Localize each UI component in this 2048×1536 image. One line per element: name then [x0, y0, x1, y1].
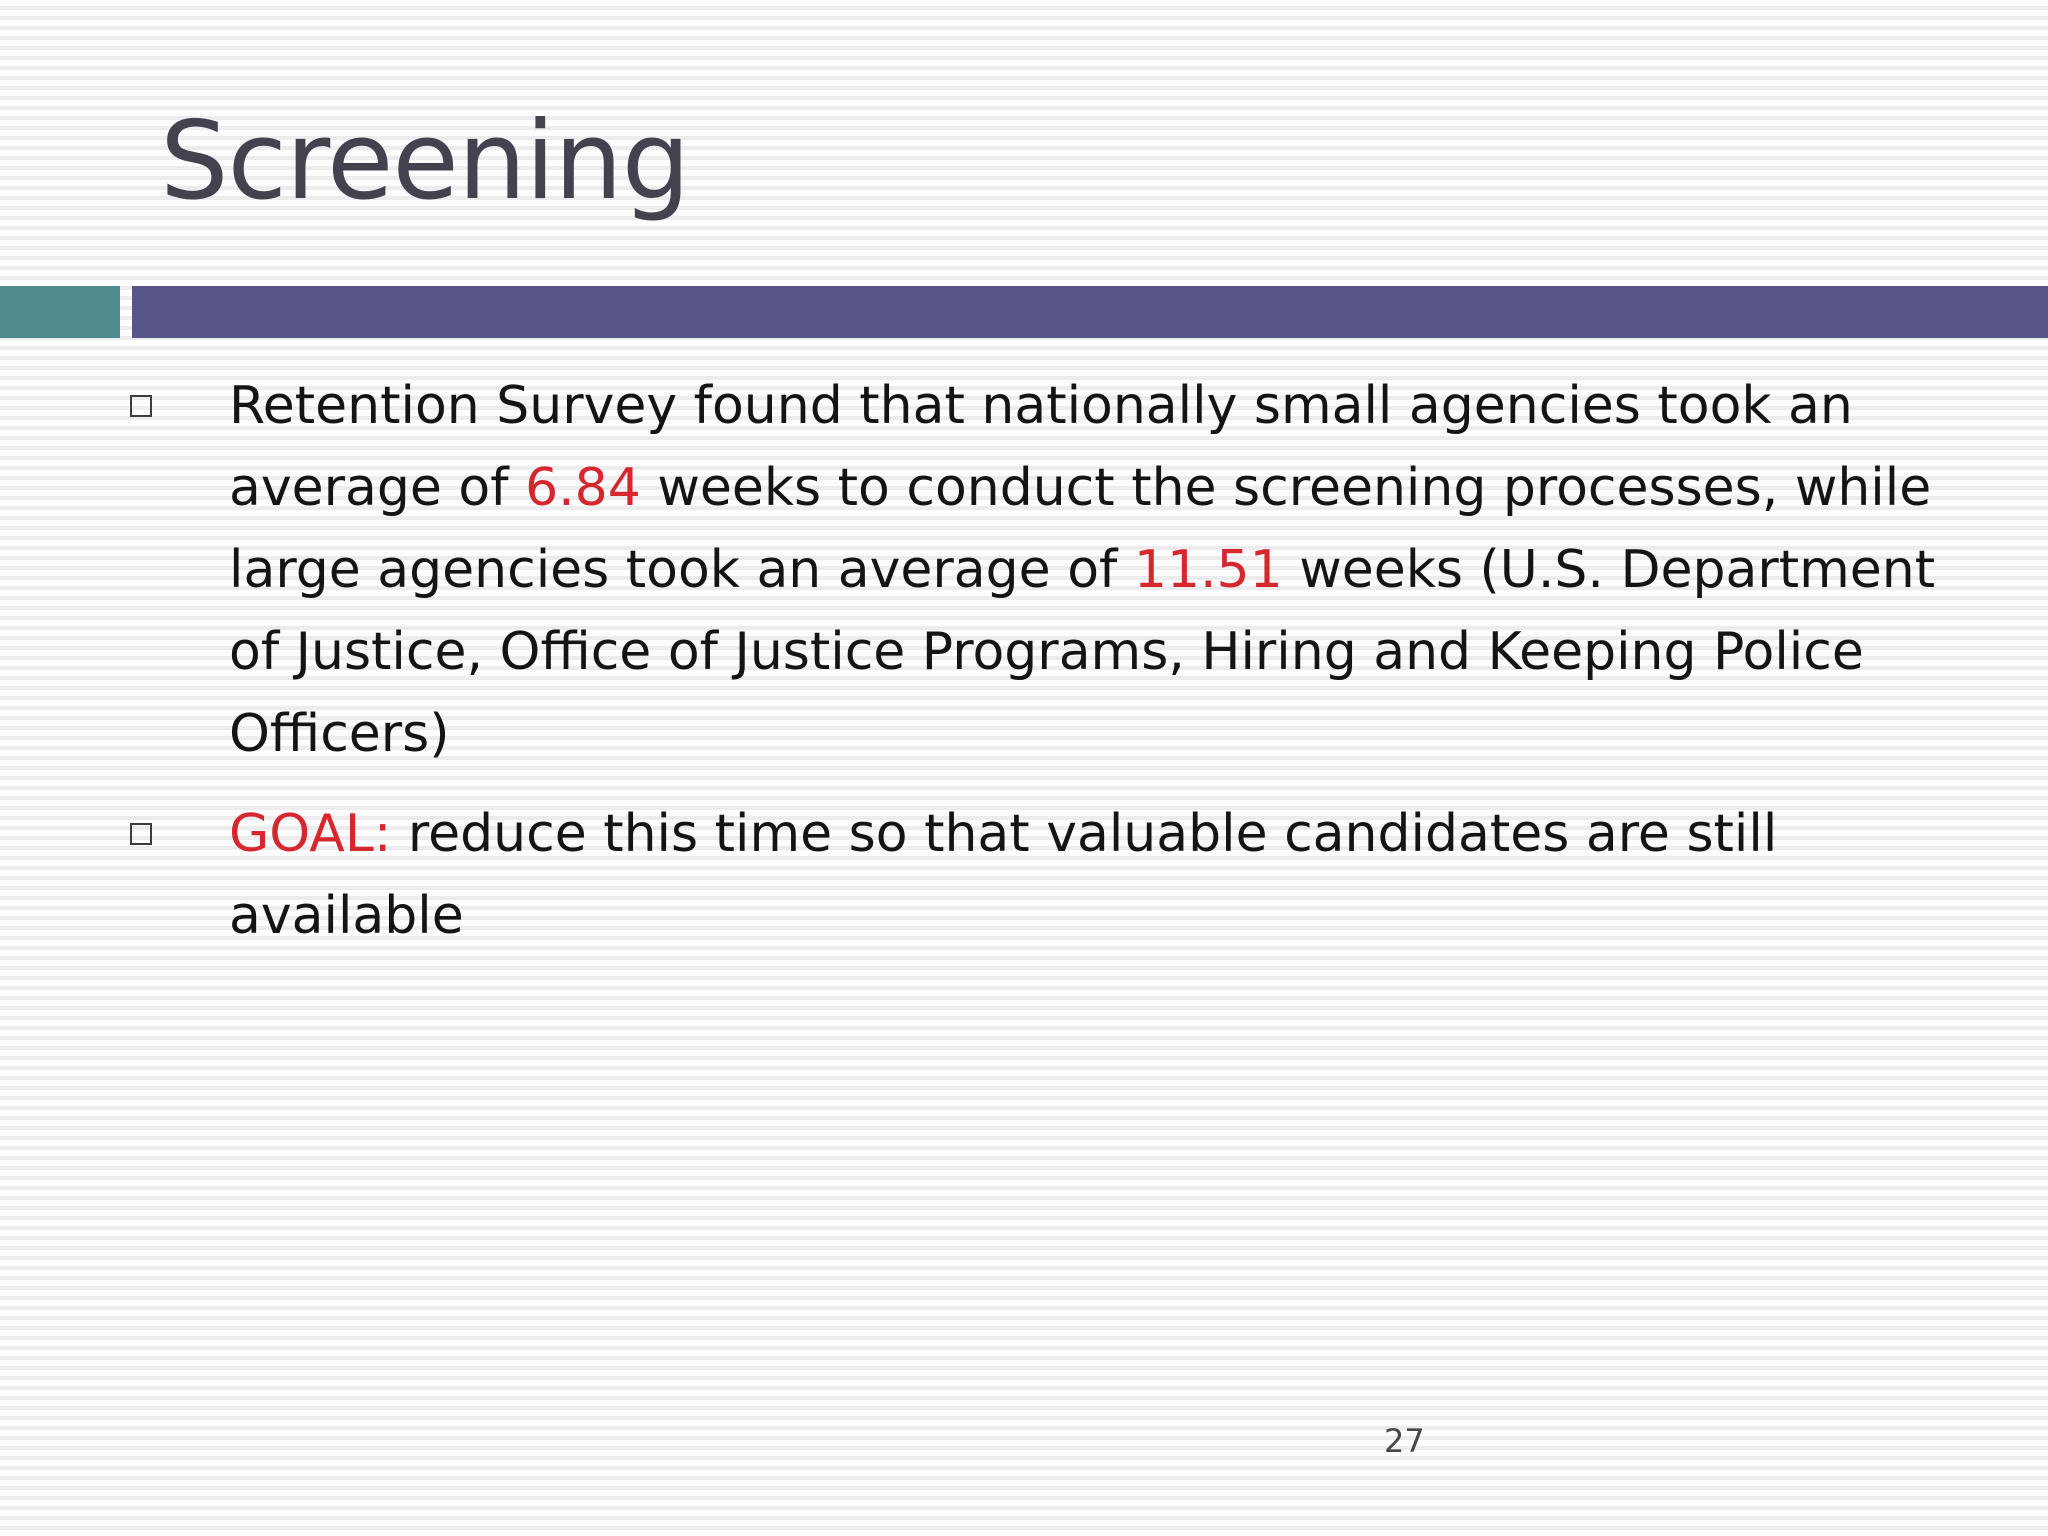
title-accent-band-teal — [0, 286, 120, 338]
goal-label: GOAL: — [229, 804, 392, 864]
small-agency-weeks-value: 6.84 — [525, 458, 641, 518]
square-bullet-icon — [130, 823, 152, 845]
bullet-goal — [0, 793, 2048, 957]
bullet-text: weeks to conduct the screening processes, while large agencies took an average of — [229, 458, 1932, 600]
bullet-text: weeks (U.S. Department of Justice, Office of Justice Programs, Hiring and Keeping Police Officers) — [229, 540, 1936, 764]
large-agency-weeks-value: 11.51 — [1133, 540, 1283, 600]
bullet-text: Retention Survey found that nationally small agencies took an average of — [229, 376, 1853, 518]
bullet-retention-survey — [0, 365, 2048, 775]
bullet-text: reduce this time so that valuable candidates are still available — [229, 804, 1778, 946]
bullet-list — [0, 365, 2048, 975]
title-accent-band-purple — [132, 286, 2048, 338]
page-number: 27 — [1384, 1422, 1425, 1460]
square-bullet-icon — [130, 395, 152, 417]
slide-title: Screening — [160, 99, 690, 224]
